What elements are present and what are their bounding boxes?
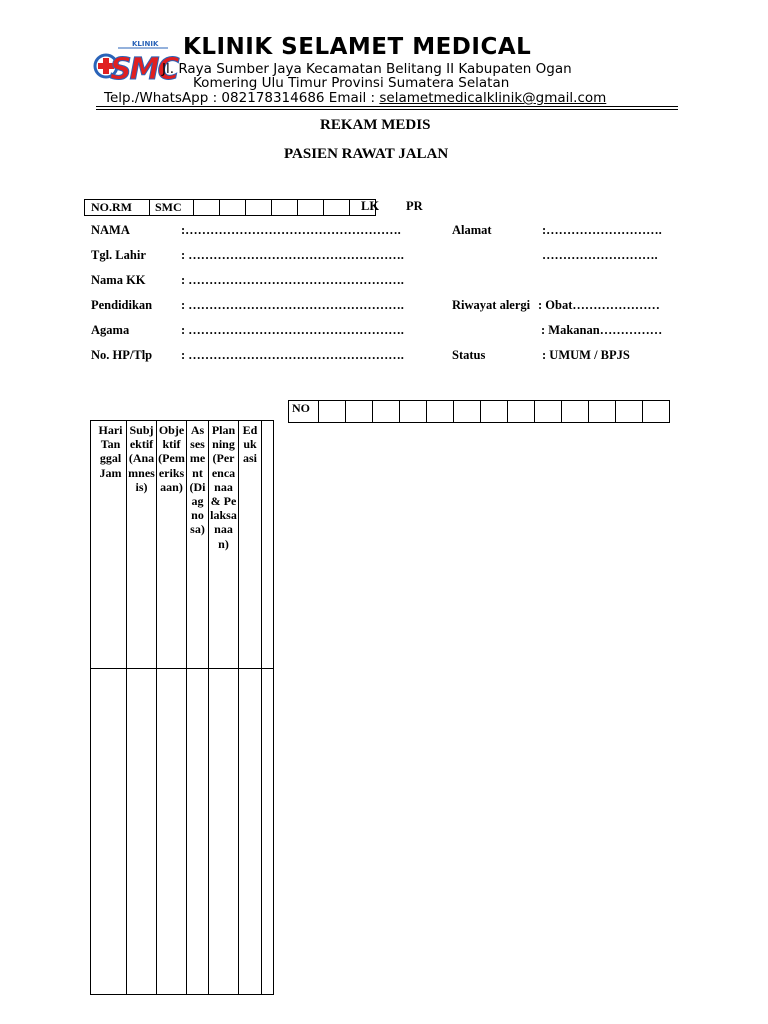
no-box[interactable] <box>508 401 535 423</box>
no-box[interactable] <box>454 401 481 423</box>
no-box[interactable] <box>535 401 562 423</box>
field-value-alamat-2[interactable]: ………………………. <box>542 248 658 262</box>
form-title: REKAM MEDIS <box>320 117 431 133</box>
no-label: NO <box>289 401 319 423</box>
gender-lk[interactable]: LK <box>361 199 380 213</box>
address-line-1: Jl. Raya Sumber Jaya Kecamatan Belitang II Kabupaten Ogan <box>162 61 572 77</box>
col-header-empty <box>262 421 274 669</box>
cell-planning[interactable] <box>209 669 239 995</box>
field-value-makanan[interactable]: : Makanan…………… <box>541 323 663 337</box>
norm-digit-box[interactable] <box>324 200 350 216</box>
norm-digit-box[interactable] <box>246 200 272 216</box>
col-header-edukasi: Edukasi <box>239 421 262 669</box>
cell-edukasi[interactable] <box>239 669 262 995</box>
contact-prefix: Telp./WhatsApp : 082178314686 Email : <box>104 90 380 106</box>
logo-text: SMC <box>110 52 178 87</box>
no-box[interactable] <box>319 401 346 423</box>
field-label-nama-kk: Nama KK <box>91 273 146 287</box>
field-label-agama: Agama <box>91 323 130 337</box>
field-value-nama-kk[interactable]: : ……………………………………………. <box>181 273 404 287</box>
no-box[interactable] <box>481 401 508 423</box>
norm-digit-box[interactable] <box>220 200 246 216</box>
col-header-hari: HariTanggalJam <box>91 421 127 669</box>
norm-label: NO.RM <box>85 200 150 216</box>
no-box[interactable] <box>400 401 427 423</box>
norm-prefix: SMC <box>150 200 194 216</box>
norm-table <box>84 199 376 216</box>
cell-assesment[interactable] <box>187 669 209 995</box>
norm-digit-box[interactable] <box>272 200 298 216</box>
contact-line <box>104 90 606 106</box>
col-header-planning: Planning (Perencanaa & Pelaksanaan) <box>209 421 239 669</box>
field-label-pendidikan: Pendidikan <box>91 298 153 312</box>
no-box[interactable] <box>346 401 373 423</box>
soap-table <box>90 420 274 995</box>
field-value-agama[interactable]: : ……………………………………………. <box>181 323 404 337</box>
field-label-riwayat-alergi: Riwayat alergi <box>452 298 531 312</box>
no-box[interactable] <box>616 401 643 423</box>
col-header-assesment: Assesment (Diagnosa) <box>187 421 209 669</box>
norm-digit-box[interactable] <box>298 200 324 216</box>
no-box[interactable] <box>643 401 670 423</box>
field-value-no-hp[interactable]: : ……………………………………………. <box>181 348 404 362</box>
field-value-obat[interactable]: : Obat………………… <box>538 298 660 312</box>
form-subtitle: PASIEN RAWAT JALAN <box>284 146 449 162</box>
no-box[interactable] <box>562 401 589 423</box>
cell-hari[interactable] <box>91 669 127 995</box>
norm-digit-box[interactable] <box>194 200 220 216</box>
clinic-name: KLINIK SELAMET MEDICAL <box>183 34 532 60</box>
field-label-status: Status <box>452 348 486 362</box>
field-value-nama[interactable]: :……………………………………………. <box>181 223 401 237</box>
header-divider-thin <box>96 109 678 110</box>
field-value-alamat-1[interactable]: :………………………. <box>542 223 662 237</box>
field-label-no-hp: No. HP/Tlp <box>91 348 153 362</box>
col-header-objektif: Objektif (Pemeriksaan) <box>157 421 187 669</box>
no-table <box>288 400 670 423</box>
header-divider <box>96 106 678 107</box>
logo-small-text: KLINIK <box>132 40 159 48</box>
no-box[interactable] <box>373 401 400 423</box>
field-value-status[interactable]: : UMUM / BPJS <box>542 348 630 362</box>
address-line-2: Komering Ulu Timur Provinsi Sumatera Selatan <box>193 75 510 91</box>
no-box[interactable] <box>589 401 616 423</box>
cell-objektif[interactable] <box>157 669 187 995</box>
no-box[interactable] <box>427 401 454 423</box>
cell-subjektif[interactable] <box>127 669 157 995</box>
field-label-nama: NAMA <box>91 223 130 237</box>
field-label-tgl-lahir: Tgl. Lahir <box>91 248 146 262</box>
gender-pr[interactable]: PR <box>406 199 423 213</box>
cell-empty[interactable] <box>262 669 274 995</box>
col-header-subjektif: Subjektif (Anamnesis) <box>127 421 157 669</box>
field-value-pendidikan[interactable]: : ……………………………………………. <box>181 298 404 312</box>
field-value-tgl-lahir[interactable]: : ……………………………………………. <box>181 248 404 262</box>
field-label-alamat: Alamat <box>452 223 492 237</box>
email-link[interactable]: selametmedicalklinik@gmail.com <box>379 90 607 106</box>
